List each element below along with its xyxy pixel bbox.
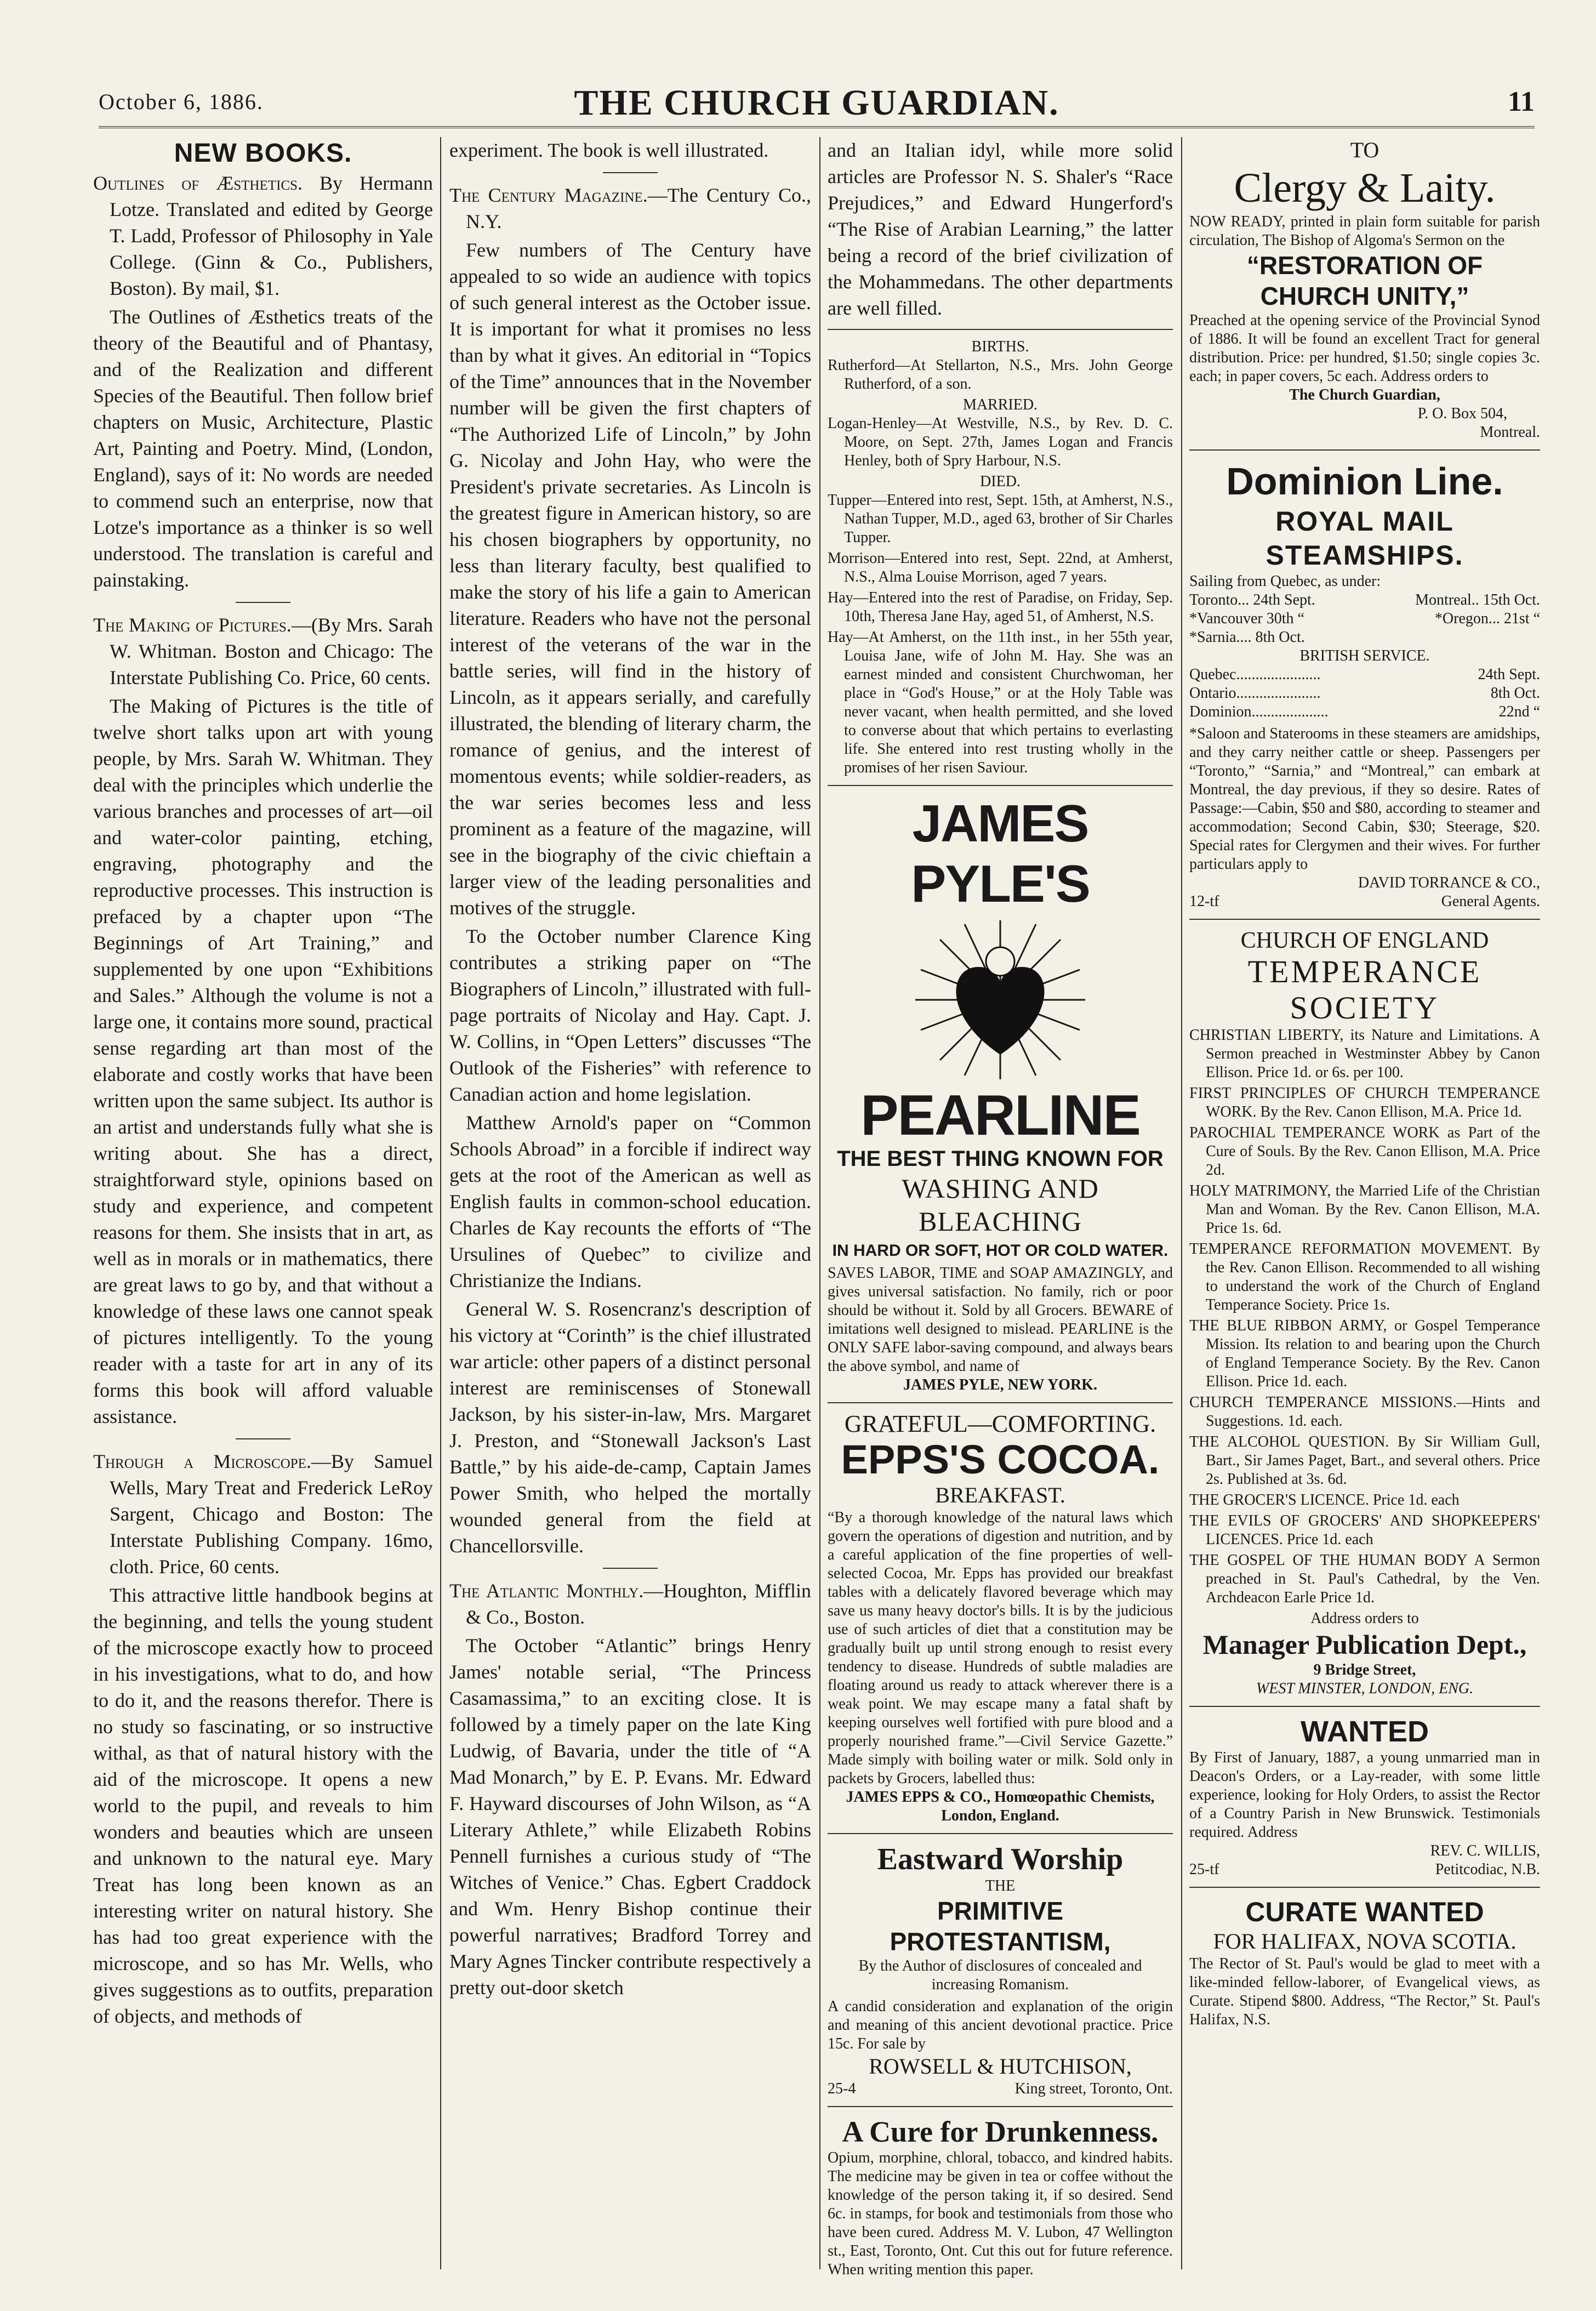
column-3 <box>828 137 1173 2278</box>
curate-heading: CURATE WANTED <box>1245 1897 1484 1927</box>
magazine-review: Matthew Arnold's paper on “Common Schools Abroad” in a forcible if indirect way gets at the root of the American as well as English faults in common-school education. Charles de Kay recounts the efforts of “The Ursulines of Quebec” to civilize and Christianize the Indians. <box>449 1112 811 1291</box>
sailing-cell: Toronto... 24th Sept. <box>1189 591 1315 608</box>
divider <box>603 172 658 173</box>
eastward-publisher: ROWSELL & HUTCHISON, <box>869 2054 1132 2079</box>
column-rule <box>819 137 820 2269</box>
dominion-agent: DAVID TORRANCE & CO., <box>1358 874 1540 891</box>
book-review: The Making of Pictures is the title of twelve short talks upon art with young people, by Mrs. Sarah W. Whitman. They deal with the principles which underlie the various branches and processes of art—oil and water-color painting, etching, engraving, photography and the reproductive processes. This instruction is prefaced by a chapter upon “The Beginnings of Art Training,” and supplemented by one upon “Exhibitions and Sales.” Although the volume is not a large one, it contains more sound, practical sense regarding art than most of the elaborate and costly works that have been written upon the same subject. Its author is an artist and understands fully what she is writing about. She has a direct, straightforward style, opinions based on study and experience, and competent reasons for them. She insists that in art, as well as in morals or in mathematics, there are great laws to go by, and that without a knowledge of these laws one cannot speak of pictures intelligently. To the young reader with a taste for art in any of its forms this book will afford valuable assistance. <box>93 695 433 1427</box>
book-review: The Outlines of Æsthetics treats of the theory of the Beautiful and of Phantasy, and of the Realization and different Species of the Beautiful. Then follow brief chapters on Music, Architecture, Plastic Art, Painting and Poetry. Mind, (London, England), says of it: No words are needed to commend such an enterprise, now that Lotze's importance as a thinker is so well understood. The translation is careful and painstaking. <box>93 306 433 591</box>
married-heading: MARRIED. <box>962 396 1038 413</box>
marriage-notice: Logan-Henley—At Westville, N.S., by Rev. D. C. Moore, on Sept. 27th, James Logan and Francis Henley, both of Spry Harbour, N.S. <box>828 415 1173 469</box>
pearline-tagline: THE BEST THING KNOWN FOR <box>837 1147 1164 1171</box>
column-1 <box>93 137 433 2269</box>
divider <box>828 329 1173 330</box>
death-notice: Hay—At Amherst, on the 11th inst., in her 55th year, Louisa Jane, wife of John M. Hay. She was an earnest minded and consistent Churchwoman, her place in “God's House,” or at the Holy Table was never vacant, when health permitted, and she loved to converse about that which pertains to everlasting life. She entered into rest trusting wholly in the promises of her risen Saviour. <box>828 629 1173 776</box>
sailing-row <box>1189 591 1540 610</box>
cure-ad <box>828 2115 1173 2279</box>
sailing-intro: Sailing from Quebec, as under: <box>1189 573 1381 590</box>
pearline-signature: JAMES PYLE, NEW YORK. <box>903 1376 1097 1393</box>
sailing-cell: 22nd “ <box>1498 703 1540 720</box>
dominion-line-ad <box>1189 458 1540 911</box>
births-heading: BIRTHS. <box>971 338 1029 355</box>
restoration-box: P. O. Box 504, <box>1417 405 1507 422</box>
page-number: 11 <box>1507 86 1535 117</box>
pearline-ad <box>828 794 1173 1394</box>
dominion-agent-title: General Agents. <box>1441 893 1540 910</box>
curate-wanted-ad <box>1189 1896 1540 2029</box>
book-title: Through a Microscope. <box>93 1450 311 1472</box>
temperance-society-ad <box>1189 927 1540 1698</box>
publication-item: CHURCH TEMPERANCE MISSIONS.—Hints and Suggestions. 1d. each. <box>1189 1394 1540 1430</box>
pearline-maker: JAMES PYLE'S <box>911 794 1090 913</box>
book-title: Outlines of Æsthetics. <box>93 172 303 194</box>
epps-heading: EPPS'S COCOA. <box>841 1437 1160 1482</box>
sailing-cell: *Oregon... 21st “ <box>1434 610 1540 627</box>
eastward-heading: Eastward Worship <box>877 1842 1124 1876</box>
book-entry <box>93 612 433 691</box>
publication-item: CHRISTIAN LIBERTY, its Nature and Limitations. A Sermon preached in Westminster Abbey by Canon Ellison. Price 1d. or 6s. per 100. <box>1189 1027 1540 1081</box>
magazine-review: Few numbers of The Century have appealed to so wide an audience with topics of such general interest as the October issue. It is important for what it promises no less than by what it gives. An editorial in “Topics of the Time” announces that in the November number will be given the first chapters of “The Authorized Life of Lincoln,” by John G. Nicolay and John Hay, who were the President's private secretaries. As Lincoln is the greatest figure in American history, so are his chosen biographers by opportunity, no less than literary faculty, best qualified to make the story of his life a gain to American literature. Readers who have not the personal interest of the veterans of the war in the battle series, will find in the history of Lincoln, as it appears serially, and carefully illustrated, the blending of literary charm, the romance of genius, and the interest of momentous events; while soldier-readers, as the war series becomes less and less prominent as a feature of the magazine, will see in the biography of the civic chieftain a larger view of the leading personalities and motives of the struggle. <box>449 239 811 919</box>
publication-item: THE BLUE RIBBON ARMY, or Gospel Temperance Mission. Its relation to and bearing upon the Church of England Temperance Society. By the Rev. Canon Ellison. Price 1d. each. <box>1189 1317 1540 1390</box>
ad-code: 25-4 <box>828 2080 856 2097</box>
book-entry <box>93 170 433 301</box>
notices <box>828 338 1173 777</box>
eastward-body: A candid consideration and explanation of the origin and meaning of this ancient devotional practice. Price 15c. For sale by <box>828 1998 1173 2052</box>
publication-item: THE EVILS OF GROCERS' AND SHOPKEEPERS' LICENCES. Price 1d. each <box>1189 1512 1540 1548</box>
book-meta: —By Samuel Wells, Mary Treat and Frederick LeRoy Sargent, Chicago and Boston: The Interstate Publishing Company. 16mo, cloth. Price, 60 cents. <box>110 1450 433 1578</box>
sailing-row <box>1189 665 1540 684</box>
british-service-heading: BRITISH SERVICE. <box>1299 647 1430 664</box>
eastward-byline: By the Author of disclosures of concealed and increasing Romanism. <box>858 1957 1142 1993</box>
restoration-title: “RESTORATION OF CHURCH UNITY,” <box>1246 251 1483 310</box>
eastward-address <box>828 2080 1173 2098</box>
magazine-entry <box>449 182 811 235</box>
cure-body: Opium, morphine, chloral, tobacco, and kindred habits. The medicine may be given in tea or coffee without the knowledge of the person taking it, if so desired. Send 6c. in stamps, for book and testimonials from those who have been cured. Address M. V. Lubon, 47 Wellington st., East, Toronto, Ont. Cut this out for future reference. When writing mention this paper. <box>828 2149 1173 2278</box>
temperance-heading: CHURCH OF ENGLAND <box>1240 928 1489 953</box>
magazine-meta: —The Century Co., N.Y. <box>466 184 811 232</box>
epps-body: “By a thorough knowledge of the natural laws which govern the operations of digestion and nutrition, and by a careful application of the fine properties of well-selected Cocoa, Mr. Epps has provided our breakfast tables with a delicately flavored beverage which may save us many heavy doctor's bills. It is by the judicious use of such articles of diet that a constitution may be gradually built up until strong enough to resist every tendency to disease. Hundreds of subtle maladies are floating around us ready to attack wherever there is a weak point. We may escape many a fatal shaft by keeping ourselves well fortified with pure blood and a properly nourished frame.”—Civil Service Gazette.” Made simply with boiling water or milk. Sold only in packets by Grocers, labelled thus: <box>828 1509 1173 1787</box>
restoration-body: Preached at the opening service of the Provincial Synod of 1886. It will be found an excellent Tract for general distribution. Price: per hundred, $1.50; single copies 3c. each; in paper covers, 5c each. Address orders to <box>1189 312 1540 385</box>
restoration-ad <box>1189 137 1540 442</box>
publication-item: PAROCHIAL TEMPERANCE WORK as Part of the Cure of Souls. By the Rev. Canon Ellison, M.A. Price 2d. <box>1189 1124 1540 1179</box>
ad-code: 25-tf <box>1189 1861 1219 1878</box>
divider <box>1189 1887 1540 1888</box>
magazine-review: To the October number Clarence King contributes a striking paper on “The Biographers of Lincoln,” illustrated with full-page portraits of Nicolay and Hay. Capt. J. W. Collins, in “Open Letters” discusses “The Outlook of the Fisheries” with reference to Canadian action and home legislation. <box>449 925 811 1105</box>
column-rule <box>1181 137 1182 2269</box>
publication-item: HOLY MATRIMONY, the Married Life of the Christian Man and Woman. By the Rev. Canon Ellison, M.A. Price 1s. 6d. <box>1189 1182 1540 1237</box>
pearline-body: SAVES LABOR, TIME and SOAP AMAZINGLY, and gives universal satisfaction. No family, rich or poor should be without it. Sold by all Grocers. BEWARE of imitations well designed to mislead. PEARLINE is the ONLY SAFE labor-saving compound, and always bears the above symbol, and name of <box>828 1265 1173 1375</box>
divider <box>1189 1706 1540 1707</box>
wanted-signature: REV. C. WILLIS, <box>1430 1842 1540 1859</box>
sailing-row <box>1189 610 1540 628</box>
dominion-body: *Saloon and Staterooms in these steamers are amidships, and they carry neither cattle or sheep. Passengers per “Toronto,” “Sarnia,” and “Montreal,” can embark at Montreal, the day previous, if they so desire. Rates of Passage:—Cabin, $50 and $80, according to steamer and accommodation; Second Cabin, $30; Steerage, $20. Special rates for Clergymen and their wives. For further particulars apply to <box>1189 725 1540 873</box>
divider <box>828 785 1173 786</box>
pearline-washing: WASHING AND BLEACHING <box>902 1173 1099 1237</box>
cure-heading: A Cure for Drunkenness. <box>842 2115 1159 2148</box>
wanted-ad <box>1189 1715 1540 1879</box>
epps-subheading: BREAKFAST. <box>935 1483 1065 1507</box>
publication-city: WEST MINSTER, LONDON, ENG. <box>1256 1680 1474 1697</box>
divider <box>236 1438 290 1439</box>
order-address-label: Address orders to <box>1310 1610 1419 1627</box>
dominion-footer <box>1189 892 1540 911</box>
restoration-city: Montreal. <box>1480 424 1540 441</box>
pearline-brand: PEARLINE <box>860 1084 1140 1147</box>
wanted-body: By First of January, 1887, a young unmarried man in Deacon's Orders, or a Lay-reader, with some little experience, looking for Holy Orders, to assist the Rector of a Country Parish in New Brunswick. Testimonials required. Address <box>1189 1749 1540 1841</box>
divider <box>828 1833 1173 1834</box>
sailing-cell: *Sarnia.... 8th Oct. <box>1189 629 1305 646</box>
pearline-emblem <box>828 918 1173 1082</box>
publication-item: FIRST PRINCIPLES OF CHURCH TEMPERANCE WORK. By the Rev. Canon Ellison, M.A. Price 1d. <box>1189 1085 1540 1120</box>
curate-subheading: FOR HALIFAX, NOVA SCOTIA. <box>1213 1929 1517 1954</box>
issue-date: October 6, 1886. <box>99 89 264 114</box>
wanted-place: Petitcodiac, N.B. <box>1435 1861 1540 1878</box>
magazine-review: The October “Atlantic” brings Henry James' notable serial, “The Princess Casamassima,” to an exciting close. It is followed by a timely paper on the late King Ludwig, of Bavaria, under the title of “A Mad Monarch,” by E. P. Evans. Mr. Edward F. Hayward discourses of John Wilson, as “A Literary Athlete,” while Elizabeth Robins Pennell furnishes a curious study of “The Witches of Venice.” Chas. Egbert Craddock and Wm. Henry Bishop continue their powerful narratives; Bradford Torrey and Mary Agnes Tincker contribute respectively a pretty out-door sketch <box>449 1635 811 1999</box>
divider <box>1189 449 1540 451</box>
sailing-row <box>1189 703 1540 721</box>
ad-code: 12-tf <box>1189 893 1219 910</box>
sailing-cell: Quebec...................... <box>1189 666 1321 683</box>
curate-body: The Rector of St. Paul's would be glad to meet with a like-minded fellow-laborer, of Evangelical views, as Curate. Stipend $800. Address, “The Rector,” St. Paul's Halifax, N.S. <box>1189 1955 1540 2028</box>
heart-sunburst-icon <box>910 918 1091 1082</box>
eastward-the: THE <box>985 1877 1016 1894</box>
sailing-cell: *Vancouver 30th “ <box>1189 610 1304 627</box>
died-heading: DIED. <box>980 473 1021 490</box>
magazine-title: The Century Magazine. <box>449 184 648 206</box>
sailing-cell: Dominion.................... <box>1189 703 1329 720</box>
publication-item: THE ALCOHOL QUESTION. By Sir William Gull, Bart., Sir James Paget, Bart., and several others. Price 2s. Published at 3s. 6d. <box>1189 1433 1540 1488</box>
new-books-heading: NEW BOOKS. <box>174 139 352 168</box>
publication-street: 9 Bridge Street, <box>1313 1661 1416 1678</box>
divider <box>603 1568 658 1569</box>
eastward-subheading: PRIMITIVE PROTESTANTISM, <box>890 1897 1111 1956</box>
dominion-heading: Dominion Line. <box>1226 460 1503 503</box>
restoration-address: The Church Guardian, <box>1289 386 1440 403</box>
magazine-entry <box>449 1578 811 1630</box>
publication-item: THE GOSPEL OF THE HUMAN BODY A Sermon preached in St. Paul's Cathedral, by the Ven. Archdeacon Earle Price 1d. <box>1189 1552 1540 1606</box>
clergy-laity-heading: Clergy & Laity. <box>1234 165 1496 211</box>
sailing-row <box>1189 684 1540 703</box>
book-title: The Making of Pictures. <box>93 614 292 636</box>
newspaper-title: THE CHURCH GUARDIAN. <box>574 83 1059 123</box>
manager-publication: Manager Publication Dept., <box>1202 1629 1527 1660</box>
death-notice: Hay—Entered into the rest of Paradise, on Friday, Sep. 10th, Theresa Jane Hay, aged 51, of Amherst, N.S. <box>828 589 1173 625</box>
book-review: This attractive little handbook begins at the beginning, and tells the young student of the microscope exactly how to proceed in his investigations, what to do, and how to do it, and the reasons therefor. There is no study so fascinating, or so instructive withal, as that of natural history with the aid of the microscope. It opens a new world to the pupil, and reveals to him wonders and beauties which are unseen and unknown to the natural eye. Mary Treat has long been known as an interesting writer on natural history. She has had too great experience with the microscope, and so has Mr. Wells, who gives suggestions as to outfits, preparation of objects, and methods of <box>93 1584 433 2027</box>
to-label: TO <box>1350 138 1380 162</box>
column-rule <box>440 137 441 2269</box>
sailing-cell: Montreal.. 15th Oct. <box>1415 591 1540 608</box>
sailing-row <box>1189 628 1540 647</box>
epps-cocoa-ad <box>828 1411 1173 1825</box>
sailing-cell: 8th Oct. <box>1490 685 1540 702</box>
temperance-society-title: TEMPERANCE SOCIETY <box>1247 954 1482 1026</box>
magazine-review: General W. S. Rosencranz's description of his victory at “Corinth” is the chief illustrated war article: other papers of a distinct personal interest are reminiscenses of Stonewall Jackson, by his sister-in-law, Mrs. Margaret J. Preston, and “Stonewall Jackson's Last Battle,” by his aide-de-camp, Captain James Power Smith, who helped the mortally wounded general from the field at Chancellorsville. <box>449 1298 811 1557</box>
epps-signature: JAMES EPPS & CO., Homœopathic Chemists, London, England. <box>846 1789 1155 1824</box>
continued-text: experiment. The book is well illustrated. <box>449 139 769 161</box>
sailing-cell: 24th Sept. <box>1478 666 1540 683</box>
magazine-meta: —Houghton, Mifflin & Co., Boston. <box>466 1580 812 1628</box>
divider <box>1189 919 1540 920</box>
death-notice: Morrison—Entered into rest, Sept. 22nd, at Amherst, N.S., Alma Louise Morrison, aged 7 years. <box>828 550 1173 585</box>
restoration-intro: NOW READY, printed in plain form suitable for parish circulation, The Bishop of Algoma's Sermon on the <box>1189 213 1540 249</box>
book-meta: By Hermann Lotze. Translated and edited by George T. Ladd, Professor of Philosophy in Yale College. (Ginn & Co., Publishers, Boston). By mail, $1. <box>110 172 433 299</box>
masthead <box>99 82 1535 128</box>
birth-notice: Rutherford—At Stellarton, N.S., Mrs. John George Rutherford, of a son. <box>828 357 1173 392</box>
column-4 <box>1189 137 1540 2269</box>
epps-tagline: GRATEFUL—COMFORTING. <box>844 1410 1156 1437</box>
publication-item: THE GROCER'S LICENCE. Price 1d. each <box>1189 1492 1460 1509</box>
continued-text: and an Italian idyl, while more solid articles are Professor N. S. Shaler's “Race Prejudices,” and Edward Hungerford's “The Rise of Arabian Learning,” the latter being a record of the brief civilization of the Mohammedans. The other departments are well filled. <box>828 139 1173 319</box>
divider <box>236 602 290 603</box>
divider <box>828 2106 1173 2107</box>
column-2 <box>449 137 811 2269</box>
publisher-address: King street, Toronto, Ont. <box>1014 2080 1173 2097</box>
magazine-title: The Atlantic Monthly. <box>449 1580 644 1602</box>
dominion-subheading: ROYAL MAIL STEAMSHIPS. <box>1266 506 1464 571</box>
death-notice: Tupper—Entered into rest, Sept. 15th, at Amherst, N.S., Nathan Tupper, M.D., aged 63, brother of Sir Charles Tupper. <box>828 492 1173 546</box>
wanted-heading: WANTED <box>1301 1715 1429 1748</box>
divider <box>828 1402 1173 1403</box>
eastward-worship-ad <box>828 1842 1173 2098</box>
book-entry <box>93 1448 433 1580</box>
sailing-cell: Ontario...................... <box>1189 685 1321 702</box>
publication-item: TEMPERANCE REFORMATION MOVEMENT. By the Rev. Canon Ellison. Recommended to all wishing to understand the work of the Church of England Temperance Society. Price 1s. <box>1189 1240 1540 1313</box>
book-meta: —(By Mrs. Sarah W. Whitman. Boston and Chicago: The Interstate Publishing Co. Price, 60 cents. <box>110 614 433 688</box>
wanted-footer <box>1189 1860 1540 1879</box>
pearline-water: IN HARD OR SOFT, HOT OR COLD WATER. <box>832 1242 1168 1260</box>
